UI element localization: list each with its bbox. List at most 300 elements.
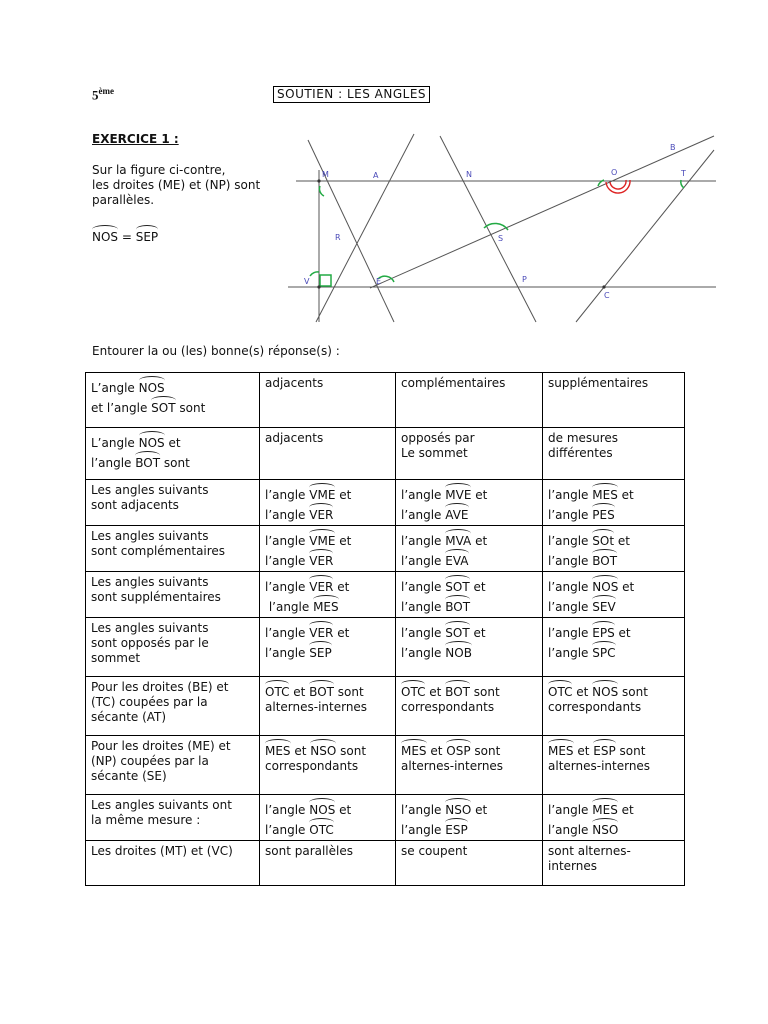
answer-cell[interactable] — [396, 795, 543, 841]
label-T: T — [681, 169, 686, 178]
intro-line: les droites (ME) et (NP) sont — [92, 178, 261, 192]
question-cell — [86, 795, 260, 841]
answer-cell[interactable] — [396, 526, 543, 572]
cell-line — [91, 529, 254, 544]
cell-text: sont — [160, 456, 190, 470]
cell-line — [91, 590, 254, 605]
right-angle-mark — [320, 275, 331, 286]
label-M: M — [322, 170, 329, 179]
cell-line — [401, 700, 537, 715]
cell-text: et — [572, 685, 593, 699]
answer-cell[interactable] — [396, 428, 543, 480]
label-B: B — [670, 143, 676, 152]
cell-text: l’angle — [401, 646, 446, 660]
angle-name: NOS — [309, 798, 335, 817]
cell-text: l’angle — [548, 646, 593, 660]
label-R: R — [335, 233, 341, 242]
cell-text: et — [335, 534, 352, 548]
cell-text: l’angle — [265, 803, 310, 817]
cell-line — [91, 769, 254, 784]
answer-cell[interactable] — [396, 618, 543, 677]
angle-name: SEV — [592, 595, 615, 614]
cell-line — [265, 739, 390, 759]
cell-line — [401, 446, 537, 461]
angle-name: NSO — [310, 739, 336, 758]
angle-name: SOt — [592, 529, 614, 548]
cell-text: sécante (AT) — [91, 710, 167, 724]
angle-name: ESP — [445, 818, 467, 837]
angle-name: NOB — [445, 641, 472, 660]
cell-text: et — [573, 744, 594, 758]
angle-name: ESP — [593, 739, 615, 758]
cell-line — [548, 483, 679, 503]
cell-text: et — [469, 580, 486, 594]
cell-text: l’angle — [548, 508, 593, 522]
cell-text: sont parallèles — [265, 844, 353, 858]
angle-name: MES — [401, 739, 427, 758]
cell-text: l’angle — [401, 508, 446, 522]
cell-line — [401, 549, 537, 569]
cell-line — [548, 759, 679, 774]
cell-text: alternes-internes — [548, 759, 651, 773]
cell-text: l’angle — [548, 554, 593, 568]
cell-text: alternes-internes — [265, 700, 368, 714]
cell-text: l’angle — [548, 488, 593, 502]
cell-text: sont supplémentaires — [91, 590, 221, 604]
cell-line — [265, 483, 390, 503]
cell-line — [265, 529, 390, 549]
cell-line — [548, 446, 679, 461]
cell-line — [401, 759, 537, 774]
angle-name: EVA — [445, 549, 468, 568]
angle-name: NOS — [92, 225, 118, 244]
cell-line — [548, 529, 679, 549]
answer-cell[interactable] — [260, 572, 396, 618]
cell-line — [265, 431, 390, 446]
angle-name: SEP — [309, 641, 331, 660]
cell-text: l’angle — [548, 600, 593, 614]
answer-cell[interactable] — [543, 428, 685, 480]
cell-line — [548, 431, 679, 446]
cell-text: sont — [333, 685, 364, 699]
cell-text: sont — [618, 685, 648, 699]
cell-line — [401, 595, 537, 615]
label-V: V — [304, 277, 310, 286]
cell-line — [548, 818, 679, 838]
cell-line — [265, 376, 390, 391]
cell-line — [401, 431, 537, 446]
answer-cell[interactable] — [543, 526, 685, 572]
intro-line: Sur la figure ci-contre, — [92, 163, 226, 177]
answer-cell[interactable] — [260, 373, 396, 428]
angle-name: OTC — [265, 680, 289, 699]
cell-text: l’angle — [265, 626, 310, 640]
intro-line: parallèles. — [92, 193, 155, 207]
cell-line — [265, 549, 390, 569]
cell-text: et — [617, 488, 634, 502]
cell-text: complémentaires — [401, 376, 506, 390]
angle-name: AVE — [445, 503, 468, 522]
equals-sign: = — [118, 230, 136, 244]
cell-text: sont complémentaires — [91, 544, 226, 558]
answer-cell[interactable] — [396, 373, 543, 428]
cell-text: Les angles suivants ont — [91, 798, 232, 812]
cell-text: sécante (SE) — [91, 769, 167, 783]
angle-name: SOT — [445, 575, 469, 594]
cell-line — [91, 431, 254, 451]
cell-line — [548, 641, 679, 661]
cell-line — [401, 680, 537, 700]
cell-line — [265, 641, 390, 661]
cell-line — [265, 621, 390, 641]
cell-text: l’angle — [401, 600, 446, 614]
line-EB — [370, 136, 714, 288]
cell-text: l’angle — [265, 554, 310, 568]
cell-line — [401, 483, 537, 503]
cell-line — [91, 396, 254, 416]
exercise-intro — [92, 163, 292, 208]
cell-text: sont — [615, 744, 646, 758]
answer-cell[interactable] — [260, 480, 396, 526]
angle-name: MVA — [445, 529, 471, 548]
angle-name: VER — [309, 575, 333, 594]
cell-text: et — [614, 626, 631, 640]
question-cell — [86, 618, 260, 677]
angle-name: VME — [309, 529, 335, 548]
cell-text: Les droites (MT) et (VC) — [91, 844, 233, 858]
question-cell — [86, 480, 260, 526]
cell-line — [548, 844, 679, 859]
cell-line — [91, 498, 254, 513]
angle-name: NOS — [139, 431, 165, 450]
table-row — [86, 526, 685, 572]
cell-text: l’angle — [548, 823, 593, 837]
cell-text: et — [618, 580, 635, 594]
cell-line — [401, 641, 537, 661]
cell-text: (NP) coupées par la — [91, 754, 209, 768]
cell-text: correspondants — [401, 700, 495, 714]
cell-text: l’angle — [401, 626, 446, 640]
point-C — [602, 285, 605, 288]
angle-name: EPS — [592, 621, 614, 640]
cell-line — [265, 503, 390, 523]
cell-line — [91, 739, 254, 754]
angle-name: VER — [309, 621, 333, 640]
cell-text: l’angle — [401, 580, 446, 594]
cell-line — [91, 695, 254, 710]
label-P: P — [522, 275, 527, 284]
cell-line — [548, 575, 679, 595]
cell-line — [91, 376, 254, 396]
angle-name: NOS — [592, 575, 618, 594]
table-row — [86, 428, 685, 480]
cell-text: L’angle — [91, 381, 139, 395]
cell-text: l’angle — [548, 803, 593, 817]
angle-name: NSO — [592, 818, 618, 837]
answer-cell[interactable] — [543, 736, 685, 795]
exercise-title: EXERCICE 1 : — [92, 132, 179, 146]
cell-text: sommet — [91, 651, 141, 665]
cell-line — [91, 575, 254, 590]
cell-text: opposés par — [401, 431, 475, 445]
cell-text: différentes — [548, 446, 613, 460]
answer-cell[interactable] — [543, 373, 685, 428]
cell-text: et — [335, 488, 352, 502]
angle-name: MES — [265, 739, 291, 758]
cell-text: et — [333, 626, 350, 640]
cell-line — [91, 798, 254, 813]
cell-text: et — [471, 534, 488, 548]
table-row — [86, 736, 685, 795]
cell-line — [548, 798, 679, 818]
answer-cell[interactable] — [396, 736, 543, 795]
table-row — [86, 795, 685, 841]
cell-text: et l’angle — [91, 401, 152, 415]
cell-line — [401, 798, 537, 818]
angle-name: BOT — [445, 595, 470, 614]
cell-text: sont opposés par le — [91, 636, 209, 650]
angle-name: MES — [548, 739, 574, 758]
answer-cell[interactable] — [396, 480, 543, 526]
cell-line — [265, 575, 390, 595]
question-cell — [86, 526, 260, 572]
cell-line — [548, 700, 679, 715]
angle-name: MES — [592, 483, 618, 502]
cell-text: et — [617, 803, 634, 817]
angle-name: PES — [592, 503, 614, 522]
cell-text: et — [335, 803, 352, 817]
cell-text: l’angle — [265, 580, 310, 594]
cell-text: sont alternes- — [548, 844, 631, 858]
label-O: O — [611, 168, 618, 177]
angle-name: VER — [309, 549, 333, 568]
point-M — [317, 179, 320, 182]
cell-line — [91, 710, 254, 725]
cell-text: et — [426, 744, 447, 758]
answer-cell[interactable] — [543, 677, 685, 736]
cell-text: l’angle — [401, 554, 446, 568]
answer-cell[interactable] — [260, 795, 396, 841]
label-N: N — [466, 170, 472, 179]
cell-line — [401, 503, 537, 523]
angle-name: BOT — [135, 451, 160, 470]
cell-line — [548, 549, 679, 569]
grade-number: 5 — [92, 87, 99, 103]
cell-line — [548, 503, 679, 523]
angle-name: VME — [309, 483, 335, 502]
question-cell — [86, 677, 260, 736]
angle-name: BOT — [309, 680, 334, 699]
angle-name: OTC — [309, 818, 333, 837]
cell-text: l’angle — [548, 534, 593, 548]
cell-line — [548, 376, 679, 391]
answer-cell[interactable] — [543, 572, 685, 618]
cell-text: la même mesure : — [91, 813, 201, 827]
angle-name: SEP — [136, 225, 158, 244]
cell-text: Les angles suivants — [91, 483, 209, 497]
cell-text: l’angle — [401, 488, 446, 502]
cell-text: de mesures — [548, 431, 619, 445]
cell-line — [401, 844, 537, 859]
cell-text: internes — [548, 859, 597, 873]
answer-cell[interactable] — [396, 841, 543, 886]
cell-line — [548, 595, 679, 615]
angle-name: MES — [592, 798, 618, 817]
cell-text: l’angle — [265, 600, 314, 614]
angle-mark-M — [319, 186, 324, 196]
cell-text: sont — [470, 744, 501, 758]
label-E: E — [376, 277, 382, 286]
table-row — [86, 618, 685, 677]
answer-cell[interactable] — [260, 428, 396, 480]
label-S: S — [498, 234, 504, 243]
cell-text: et — [289, 685, 310, 699]
answer-cell[interactable] — [260, 526, 396, 572]
answer-cell[interactable] — [543, 618, 685, 677]
angle-name: BOT — [445, 680, 470, 699]
cell-line — [401, 739, 537, 759]
cell-text: l’angle — [265, 823, 310, 837]
cell-line — [91, 651, 254, 666]
cell-text: et — [471, 488, 488, 502]
cell-text: l’angle — [401, 534, 446, 548]
cell-text: correspondants — [548, 700, 642, 714]
answer-cell[interactable] — [260, 841, 396, 886]
cell-text: et — [614, 534, 630, 548]
angle-name: MES — [313, 595, 339, 614]
answer-cell[interactable] — [396, 677, 543, 736]
grade-suffix: ème — [98, 86, 114, 96]
cell-line — [548, 859, 679, 874]
cell-line — [91, 754, 254, 769]
cell-text: et — [425, 685, 446, 699]
cell-text: sont — [469, 685, 500, 699]
cell-text: adjacents — [265, 376, 324, 390]
question-cell — [86, 428, 260, 480]
cell-line — [401, 575, 537, 595]
angle-name: BOT — [592, 549, 617, 568]
instruction-text: Entourer la ou (les) bonne(s) réponse(s) : — [92, 344, 340, 358]
question-cell — [86, 841, 260, 886]
angle-name: OSP — [446, 739, 470, 758]
cell-text: sont adjacents — [91, 498, 179, 512]
cell-text: l’angle — [91, 456, 136, 470]
cell-line — [548, 680, 679, 700]
cell-text: Le sommet — [401, 446, 468, 460]
cell-line — [265, 844, 390, 859]
answer-cell[interactable] — [260, 618, 396, 677]
cell-line — [91, 621, 254, 636]
cell-line — [265, 759, 390, 774]
geometry-figure — [286, 130, 718, 326]
cell-line — [91, 813, 254, 828]
angle-name: NOS — [592, 680, 618, 699]
angle-name: SOT — [445, 621, 469, 640]
cell-text: l’angle — [401, 823, 446, 837]
cell-text: sont — [336, 744, 367, 758]
label-C: C — [604, 291, 610, 300]
cell-line — [265, 700, 390, 715]
point-V — [317, 285, 320, 288]
cell-text: Pour les droites (BE) et — [91, 680, 229, 694]
cell-text: (TC) coupées par la — [91, 695, 208, 709]
cell-line — [91, 451, 254, 471]
question-cell — [86, 572, 260, 618]
cell-line — [265, 798, 390, 818]
answer-cell[interactable] — [396, 572, 543, 618]
line-TC — [576, 150, 714, 322]
cell-text: l’angle — [265, 534, 310, 548]
angle-name: SPC — [592, 641, 615, 660]
cell-line — [401, 621, 537, 641]
cell-text: supplémentaires — [548, 376, 649, 390]
answer-cell[interactable] — [543, 480, 685, 526]
table-row — [86, 841, 685, 886]
cell-text: se coupent — [401, 844, 468, 858]
cell-text: alternes-internes — [401, 759, 504, 773]
cell-line — [548, 621, 679, 641]
cell-line — [548, 739, 679, 759]
cell-text: L’angle — [91, 436, 139, 450]
answer-cell[interactable] — [260, 736, 396, 795]
grade-level — [92, 86, 114, 103]
cell-text: et — [471, 803, 488, 817]
cell-text: l’angle — [265, 508, 310, 522]
cell-line — [91, 844, 254, 859]
angle-name: OTC — [548, 680, 572, 699]
answer-cell[interactable] — [543, 841, 685, 886]
line-VA — [316, 134, 414, 322]
answer-cell[interactable] — [543, 795, 685, 841]
cell-text: Pour les droites (ME) et — [91, 739, 231, 753]
angle-name: MVE — [445, 483, 471, 502]
cell-line — [265, 818, 390, 838]
cell-text: et — [469, 626, 486, 640]
qcm-table — [85, 372, 685, 886]
question-cell — [86, 373, 260, 428]
cell-text: Les angles suivants — [91, 575, 209, 589]
cell-line — [91, 680, 254, 695]
angle-name: OTC — [401, 680, 425, 699]
cell-line — [401, 818, 537, 838]
cell-text: l’angle — [401, 803, 446, 817]
line-NP — [440, 136, 536, 322]
table-row — [86, 373, 685, 428]
cell-line — [91, 636, 254, 651]
cell-text: et — [333, 580, 350, 594]
table-row — [86, 480, 685, 526]
cell-text: Les angles suivants — [91, 529, 209, 543]
cell-text: et — [164, 436, 181, 450]
cell-text: et — [290, 744, 311, 758]
cell-text: l’angle — [548, 580, 593, 594]
cell-text: l’angle — [265, 488, 310, 502]
label-A: A — [373, 171, 379, 180]
cell-line — [265, 595, 390, 615]
answer-cell[interactable] — [260, 677, 396, 736]
angle-name: SOT — [151, 396, 175, 415]
angle-mark-V — [310, 272, 319, 276]
angle-name: NOS — [139, 376, 165, 395]
cell-text: Les angles suivants — [91, 621, 209, 635]
cell-line — [401, 376, 537, 391]
table-row — [86, 572, 685, 618]
angle-equality — [92, 225, 158, 244]
cell-text: l’angle — [265, 646, 310, 660]
cell-text: correspondants — [265, 759, 359, 773]
cell-line — [265, 680, 390, 700]
cell-line — [91, 483, 254, 498]
